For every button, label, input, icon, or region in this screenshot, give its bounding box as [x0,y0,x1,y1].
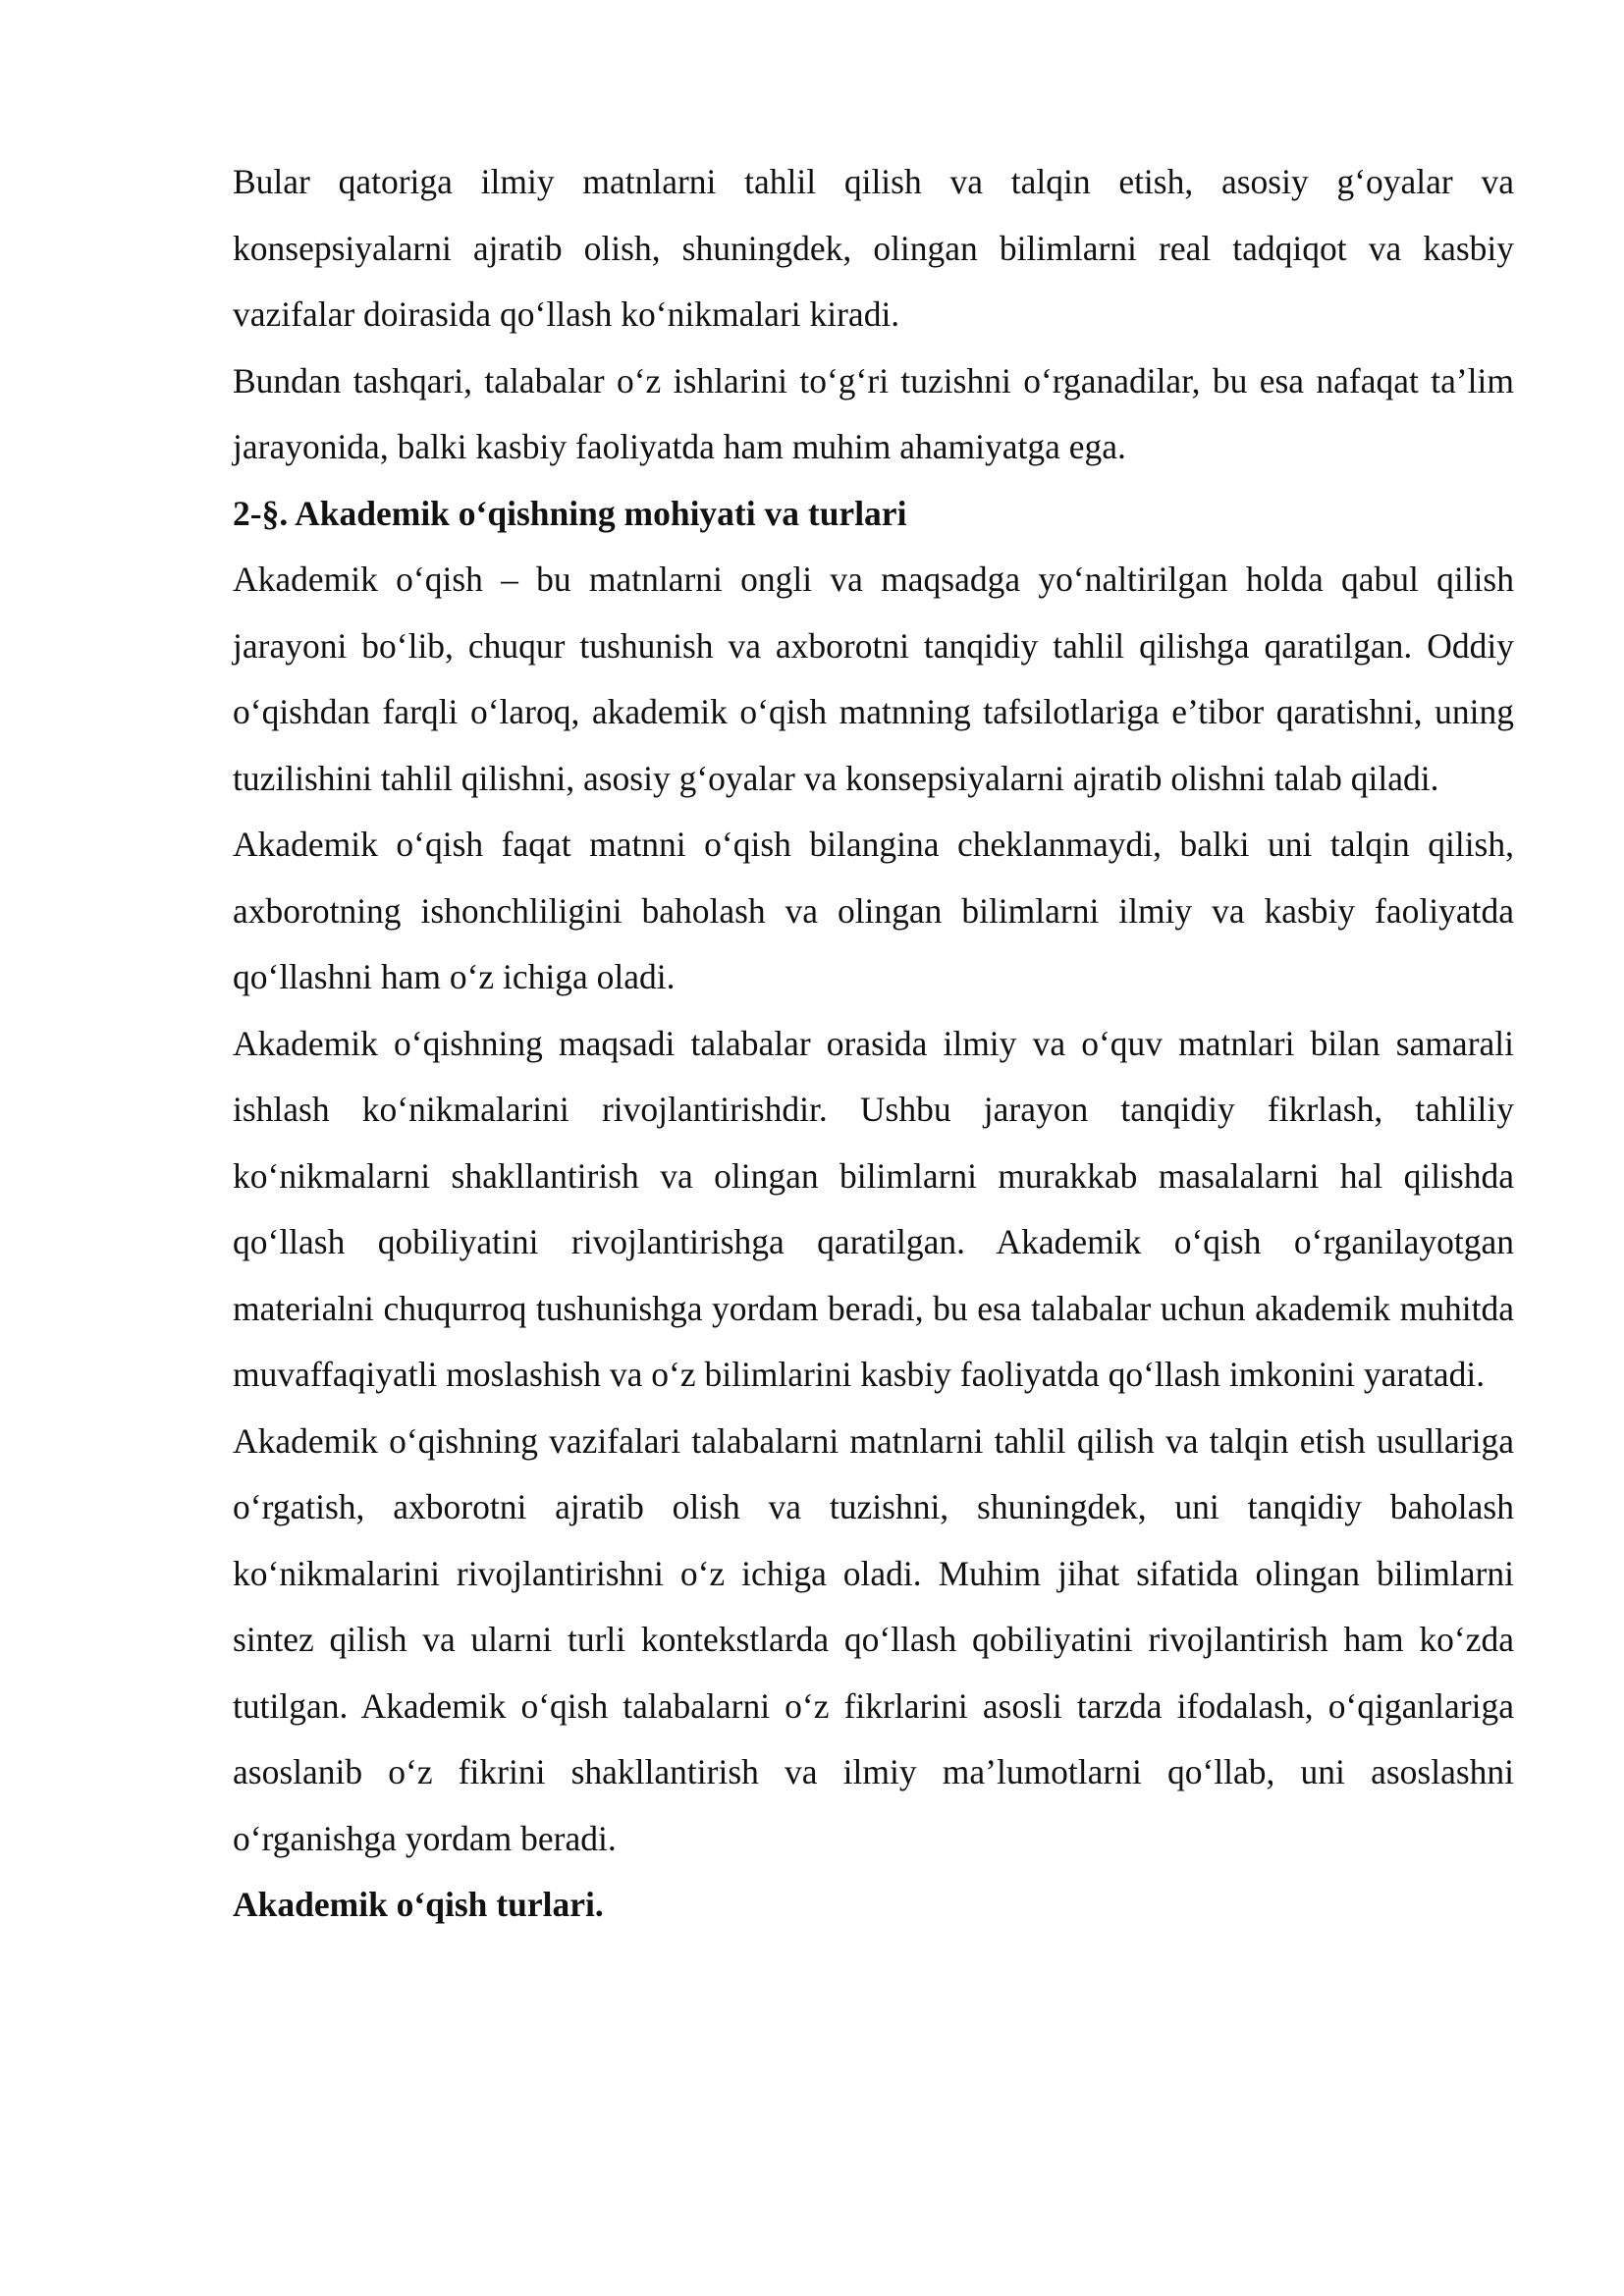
subheading: Akademik o‘qish turlari. [233,1885,604,1924]
section-heading: 2-§. Akademik o‘qishning mohiyati va turlari [233,493,907,533]
paragraph: Akademik o‘qishning vazifalari talabalarni matnlarni tahlil qilish va talqin etish usullariga o‘rgatish, axborotni ajratib olish va tuzishni, shuningdek, uni tanqidiy baholash ko‘nikmalarini rivojlantirishni o‘z ichiga oladi. Muhim jihat sifatida olingan bilimlarni sintez qilish va ularni turli kontekstlarda qo‘llash qobiliyatini rivojlantirish ham ko‘zda tutilgan. Akademik o‘qish talabalarni o‘z fikrlarini asosli tarzda ifodalash, o‘qiganlariga asoslanib o‘z fikrini shakllantirish va ilmiy ma’lumotlarni qo‘llab, uni asoslashni o‘rganishga yordam beradi. [233,1420,1514,1858]
paragraph: Akademik o‘qish faqat matnni o‘qish bilangina cheklanmaydi, balki uni talqin qilish, axborotning ishonchliligini baholash va olingan bilimlarni ilmiy va kasbiy faoliyatda qo‘llashni ham o‘z ichiga oladi. [233,825,1514,996]
paragraph: Bular qatoriga ilmiy matnlarni tahlil qilish va talqin etish, asosiy g‘oyalar va konsepsiyalarni ajratib olish, shuningdek, olingan bilimlarni real tadqiqot va kasbiy vazifalar doirasida qo‘llash ko‘nikmalari kiradi. [233,162,1514,334]
paragraph: Akademik o‘qish – bu matnlarni ongli va maqsadga yo‘naltirilgan holda qabul qilish jarayoni bo‘lib, chuqur tushunish va axborotni tanqidiy tahlil qilishga qaratilgan. Oddiy o‘qishdan farqli o‘laroq, akademik o‘qish matnning tafsilotlariga e’tibor qaratishni, uning tuzilishini tahlil qilishni, asosiy g‘oyalar va konsepsiyalarni ajratib olishni talab qiladi. [233,560,1514,798]
paragraph: Akademik o‘qishning maqsadi talabalar orasida ilmiy va o‘quv matnlari bilan samarali ishlash ko‘nikmalarini rivojlantirishdir. Ushbu jarayon tanqidiy fikrlash, tahliliy ko‘nikmalarni shakllantirish va olingan bilimlarni murakkab masalalarni hal qilishda qo‘llash qobiliyatini rivojlantirishga qaratilgan. Akademik o‘qish o‘rganilayotgan materialni chuqurroq tushunishga yordam beradi, bu esa talabalar uchun akademik muhitda muvaffaqiyatli moslashish va o‘z bilimlarini kasbiy faoliyatda qo‘llash imkonini yaratadi. [233,1023,1514,1394]
paragraph: Bundan tashqari, talabalar o‘z ishlarini to‘g‘ri tuzishni o‘rganadilar, bu esa nafaqat ta’lim jarayonida, balki kasbiy faoliyatda ham muhim ahamiyatga ega. [233,360,1514,466]
document-page [233,149,1514,1939]
